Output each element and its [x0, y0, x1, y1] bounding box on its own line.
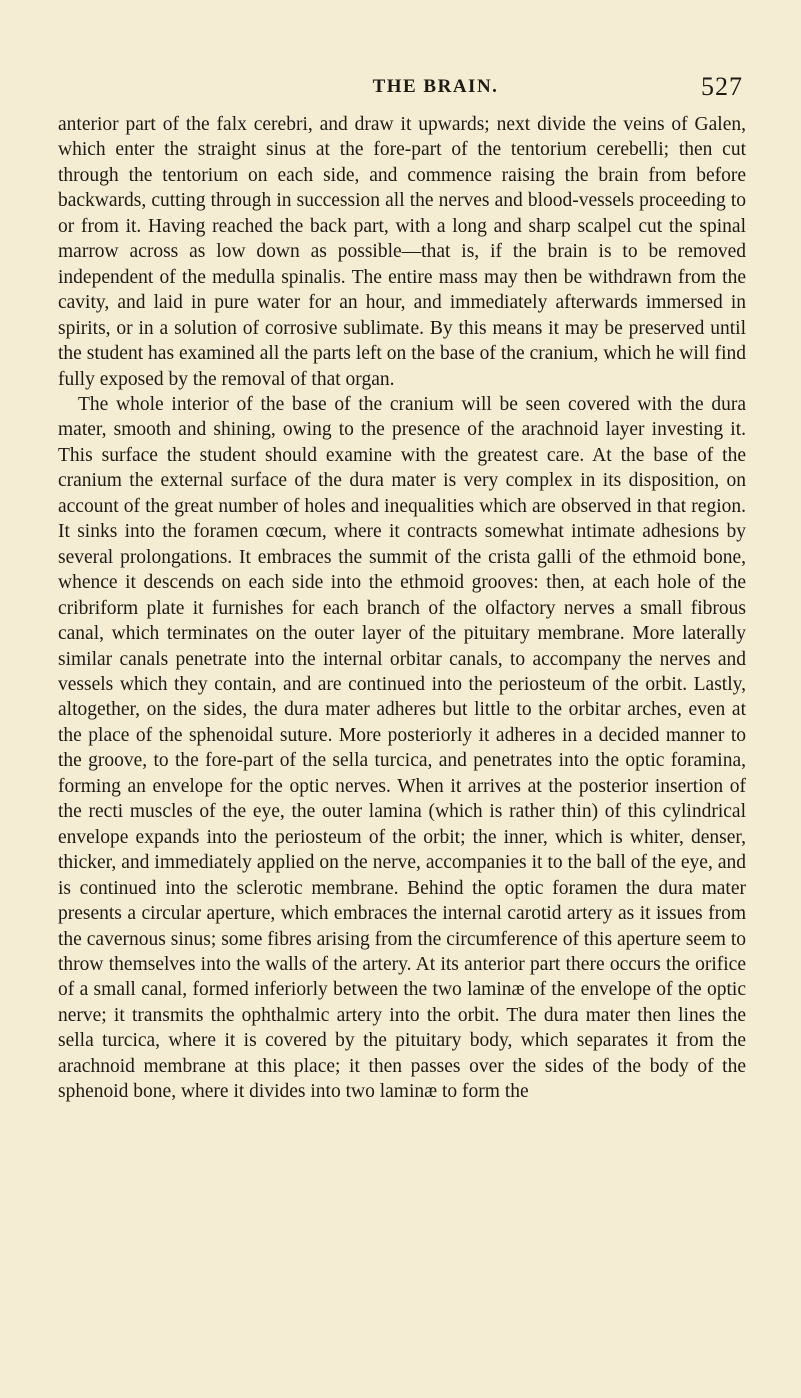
- running-title: THE BRAIN.: [372, 76, 499, 97]
- paragraph-1: anterior part of the falx cerebri, and draw it upwards; next divide the veins of Galen, which enter the straight sinus at the fore-part of the tentorium cerebelli; then cut through the tentorium on each side, and commence raising the brain from before backwards, cutting through in succession all the nerves and blood-vessels proceeding to or from it. Having reached the back part, with a long and sharp scalpel cut the spinal marrow across as low down as possible—that is, if the brain is to be removed independent of the medulla spinalis. The entire mass may then be withdrawn from the cavity, and laid in pure water for an hour, and immediately afterwards immersed in spirits, or in a solution of corrosive sublimate. By this means it may be preserved until the student has examined all the parts left on the base of the cranium, which he will find fully exposed by the removal of that organ.: [58, 114, 746, 390]
- paragraph-2: The whole interior of the base of the cranium will be seen covered with the dura mater, smooth and shining, owing to the presence of the arachnoid layer investing it. This surface the student should examine with the greatest care. At the base of the cranium the external surface of the dura mater is very complex in its disposition, on account of the great number of holes and inequalities which are observed in that region. It sinks into the foramen cœcum, where it contracts somewhat intimate adhesions by several prolongations. It embraces the summit of the crista galli of the ethmoid bone, whence it descends on each side into the ethmoid grooves: then, at each hole of the cribriform plate it furnishes for each branch of the olfactory nerves a small fibrous canal, which terminates on the outer layer of the pituitary membrane. More laterally similar canals penetrate into the internal orbitar canals, to accompany the nerves and vessels which they contain, and are continued into the periosteum of the orbit. Lastly, altogether, on the sides, the dura mater adheres but little to the orbitar arches, even at the place of the sphenoidal suture. More posteriorly it adheres in a decided manner to the groove, to the fore-part of the sella turcica, and penetrates into the optic foramina, forming an envelope for the optic nerves. When it arrives at the posterior insertion of the recti muscles of the eye, the outer lamina (which is rather thin) of this cylindrical envelope expands into the periosteum of the orbit; the inner, which is whiter, denser, thicker, and immediately applied on the nerve, accompanies it to the ball of the eye, and is continued into the sclerotic membrane. Behind the optic foramen the dura mater presents a circular aperture, which embraces the internal carotid artery as it issues from the cavernous sinus; some fibres arising from the circumference of this aperture seem to throw themselves into the walls of the artery. At its anterior part there occurs the orifice of a small canal, formed inferiorly between the two laminæ of the envelope of the optic nerve; it transmits the ophthalmic artery into the orbit. The dura mater then lines the sella turcica, where it is covered by the pituitary body, which separates it from the arachnoid membrane at this place; it then passes over the sides of the body of the sphenoid bone, where it divides into two laminæ to form the: [58, 393, 746, 1103]
- body-text: [58, 112, 746, 1105]
- running-head: [58, 72, 743, 106]
- page-number: 527: [701, 72, 743, 101]
